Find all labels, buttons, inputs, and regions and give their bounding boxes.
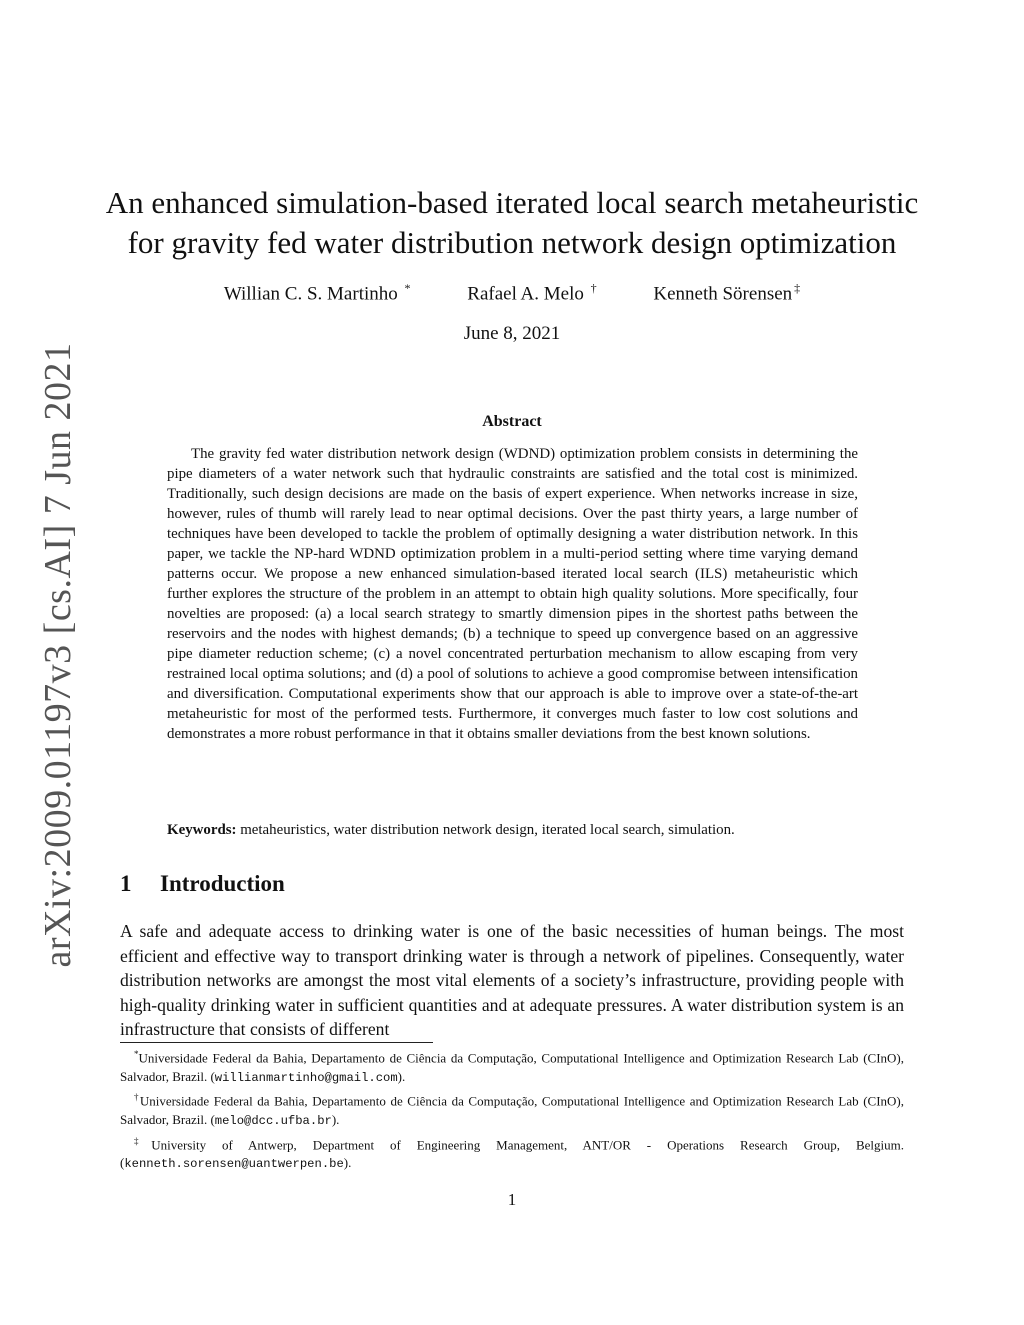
footnotes xyxy=(120,1045,904,1175)
section-number: 1 xyxy=(120,871,132,896)
footnote-mark: * xyxy=(134,1049,139,1059)
footnote-text: Universidade Federal da Bahia, Departamento de Ciência da Computação, Computational Intelligence and Optimization Research Lab (CInO), Salvador, Brazil. ( xyxy=(120,1050,904,1084)
introduction-paragraph: A safe and adequate access to drinking water is one of the basic necessities of human beings. The most efficient and effective way to transport drinking water is through a network of pipelines. Consequently, water distribution networks are amongst the most vital elements of a society’s infrastructure, providing people with high-quality drinking water in sufficient quantities and at adequate pressures. A water distribution system is an infrastructure that consists of different xyxy=(120,921,904,1040)
footnote-text: University of Antwerp, Department of Engineering Management, ANT/OR - Operations Research Group, Belgium. ( xyxy=(120,1137,905,1171)
email-link[interactable]: melo@dcc.ufba.br xyxy=(214,1114,332,1129)
publication-date: June 8, 2021 xyxy=(463,323,561,344)
author-1 xyxy=(224,281,411,305)
author-list xyxy=(0,281,1024,305)
author-mark: ‡ xyxy=(794,281,801,295)
paper-title xyxy=(100,183,924,263)
footnote-mark: ‡ xyxy=(134,1135,152,1146)
abstract-heading: Abstract xyxy=(482,413,542,430)
footnote-mark: † xyxy=(134,1092,140,1103)
author-3 xyxy=(653,281,800,305)
keywords-text: metaheuristics, water distribution network design, iterated local search, simulation. xyxy=(240,822,735,838)
author-mark: * xyxy=(404,281,411,295)
footnote xyxy=(120,1045,904,1087)
keywords-label: Keywords: xyxy=(167,822,237,838)
footnote xyxy=(120,1132,904,1174)
abstract-text: The gravity fed water distribution network design (WDND) optimization problem consists in determining the pipe diameters of a water network such that hydraulic constraints are satisfied and the total cost is minimized. Traditionally, such design decisions are made on the basis of expert experience. When networks increase in size, however, rules of thumb will rarely lead to near optimal decisions. Over the past thirty years, a large number of techniques have been developed to tackle the problem of optimally designing a water distribution network. In this paper, we tackle the NP-hard WDND optimization problem in a multi-period setting where time varying demand patterns occur. We propose a new enhanced simulation-based iterated local search (ILS) metaheuristic which further explores the structure of the problem in an attempt to obtain high quality solutions. More specifically, four novelties are proposed: (a) a local search strategy to smartly dimension pipes in the shortest paths between the reservoirs and the nodes with highest demands; (b) a technique to speed up convergence based on an aggressive pipe diameter reduction scheme; (c) a novel concentrated perturbation mechanism to allow escaping from very restrained local optima solutions; and (d) a pool of solutions to achieve a good compromise between intensification and diversification. Computational experiments show that our approach is able to improve over a state-of-the-art metaheuristic for most of the performed tests. Furthermore, it converges much faster to low cost solutions and demonstrates a more robust performance in that it obtains smaller deviations from the best known solutions. xyxy=(167,446,858,742)
footnote-text: Universidade Federal da Bahia, Departamento de Ciência da Computação, Computational Intelligence and Optimization Research Lab (CInO), Salvador, Brazil. ( xyxy=(120,1093,905,1128)
section-title: Introduction xyxy=(160,871,285,896)
email-link[interactable]: kenneth.sorensen@uantwerpen.be xyxy=(124,1157,344,1172)
footnote-rule xyxy=(120,1042,433,1043)
footnote-end: ). xyxy=(343,1155,352,1171)
author-name: Kenneth Sörensen xyxy=(653,283,793,305)
author-name: Willian C. S. Martinho xyxy=(223,283,398,305)
footnote-end: ). xyxy=(397,1068,406,1084)
author-2 xyxy=(467,281,596,305)
author-name: Rafael A. Melo xyxy=(467,283,584,305)
paper-title-line-1: An enhanced simulation-based iterated local search metaheuristic xyxy=(105,185,919,220)
footnote xyxy=(120,1088,904,1130)
keywords xyxy=(167,822,867,839)
paper-title-line-2: for gravity fed water distribution network design optimization xyxy=(127,225,897,260)
section-heading xyxy=(120,871,285,897)
email-link[interactable]: willianmartinho@gmail.com xyxy=(214,1070,398,1085)
page-number: 1 xyxy=(507,1190,517,1209)
author-mark: † xyxy=(590,281,597,295)
footnote-end: ). xyxy=(331,1112,340,1128)
arxiv-identifier-text: arXiv:2009.01197v3 [cs.AI] 7 Jun 2021 xyxy=(37,342,79,968)
